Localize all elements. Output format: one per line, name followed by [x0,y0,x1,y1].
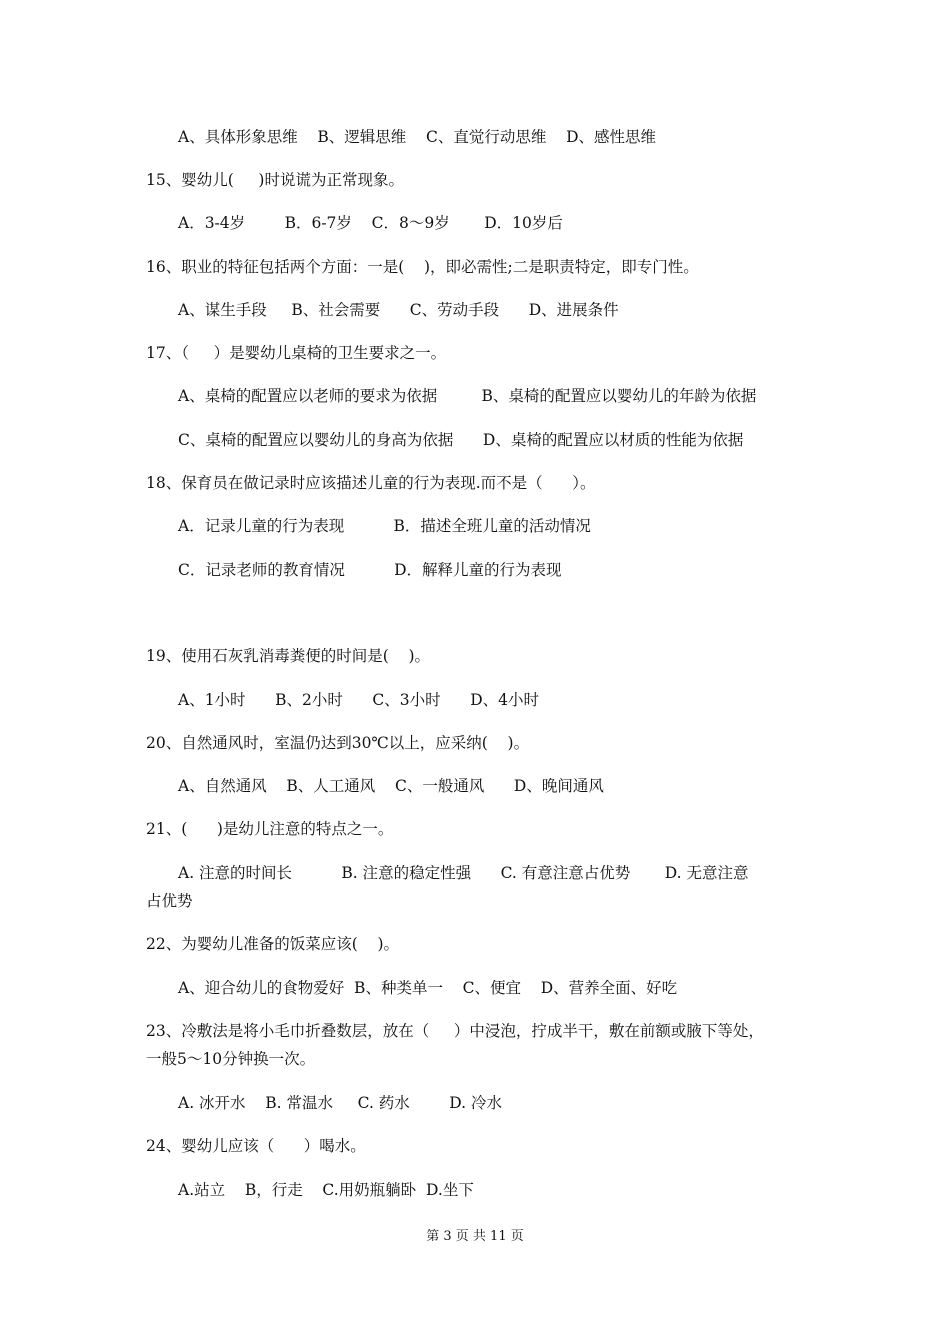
q20-options: A、自然通风 B、人工通风 C、一般通风 D、晚间通风 [178,777,604,795]
q19-question: 19、使用石灰乳消毒粪便的时间是( )。 [146,647,431,665]
q18-options-ab: A．记录儿童的行为表现 B．描述全班儿童的活动情况 [178,517,591,535]
q21-question: 21、( )是幼儿注意的特点之一。 [146,820,394,838]
q18-question: 18、保育员在做记录时应该描述儿童的行为表现.而不是（ ）。 [146,474,596,492]
q16-options: A、谋生手段 B、社会需要 C、劳动手段 D、进展条件 [178,301,619,319]
q23-question: 23、冷敷法是将小毛巾折叠数层，放在（ ）中浸泡，拧成半干，敷在前额或腋下等处， [146,1022,764,1040]
q17-options-cd: C、桌椅的配置应以婴幼儿的身高为依据 D、桌椅的配置应以材质的性能为依据 [178,431,744,449]
q17-options-ab: A、桌椅的配置应以老师的要求为依据 B、桌椅的配置应以婴幼儿的年龄为依据 [178,387,757,405]
q18-options-cd: C．记录老师的教育情况 D．解释儿童的行为表现 [178,561,562,579]
q19-options: A、1小时 B、2小时 C、3小时 D、4小时 [178,691,540,709]
q16-question: 16、职业的特征包括两个方面：一是( )，即必需性;二是职责特定，即专门性。 [146,258,699,276]
q24-question: 24、婴幼儿应该（ ）喝水。 [146,1137,366,1155]
q22-question: 22、为婴幼儿准备的饭菜应该( )。 [146,935,400,953]
q15-options: A．3-4岁 B．6-7岁 C．8～9岁 D．10岁后 [178,214,563,232]
q22-options: A、迎合幼儿的食物爱好 B、种类单一 C、便宜 D、营养全面、好吃 [178,979,678,997]
q15-question: 15、婴幼儿( )时说谎为正常现象。 [146,171,404,189]
q21-options: A. 注意的时间长 B. 注意的稳定性强 C. 有意注意占优势 D. 无意注意 [178,864,749,882]
q14-options: A、具体形象思维 B、逻辑思维 C、直觉行动思维 D、感性思维 [178,128,656,146]
q23-options: A. 冰开水 B. 常温水 C. 药水 D. 冷水 [178,1094,502,1112]
q24-options: A.站立 B，行走 C.用奶瓶躺卧 D.坐下 [178,1181,474,1199]
q21-options-cont: 占优势 [146,892,193,910]
page-footer: 第 3 页 共 11 页 [426,1229,524,1244]
q20-question: 20、自然通风时，室温仍达到30℃以上，应采纳( )。 [146,734,530,752]
q17-question: 17、（ ）是婴幼儿桌椅的卫生要求之一。 [146,344,447,362]
q23-question-cont: 一般5～10分钟换一次。 [146,1050,316,1068]
